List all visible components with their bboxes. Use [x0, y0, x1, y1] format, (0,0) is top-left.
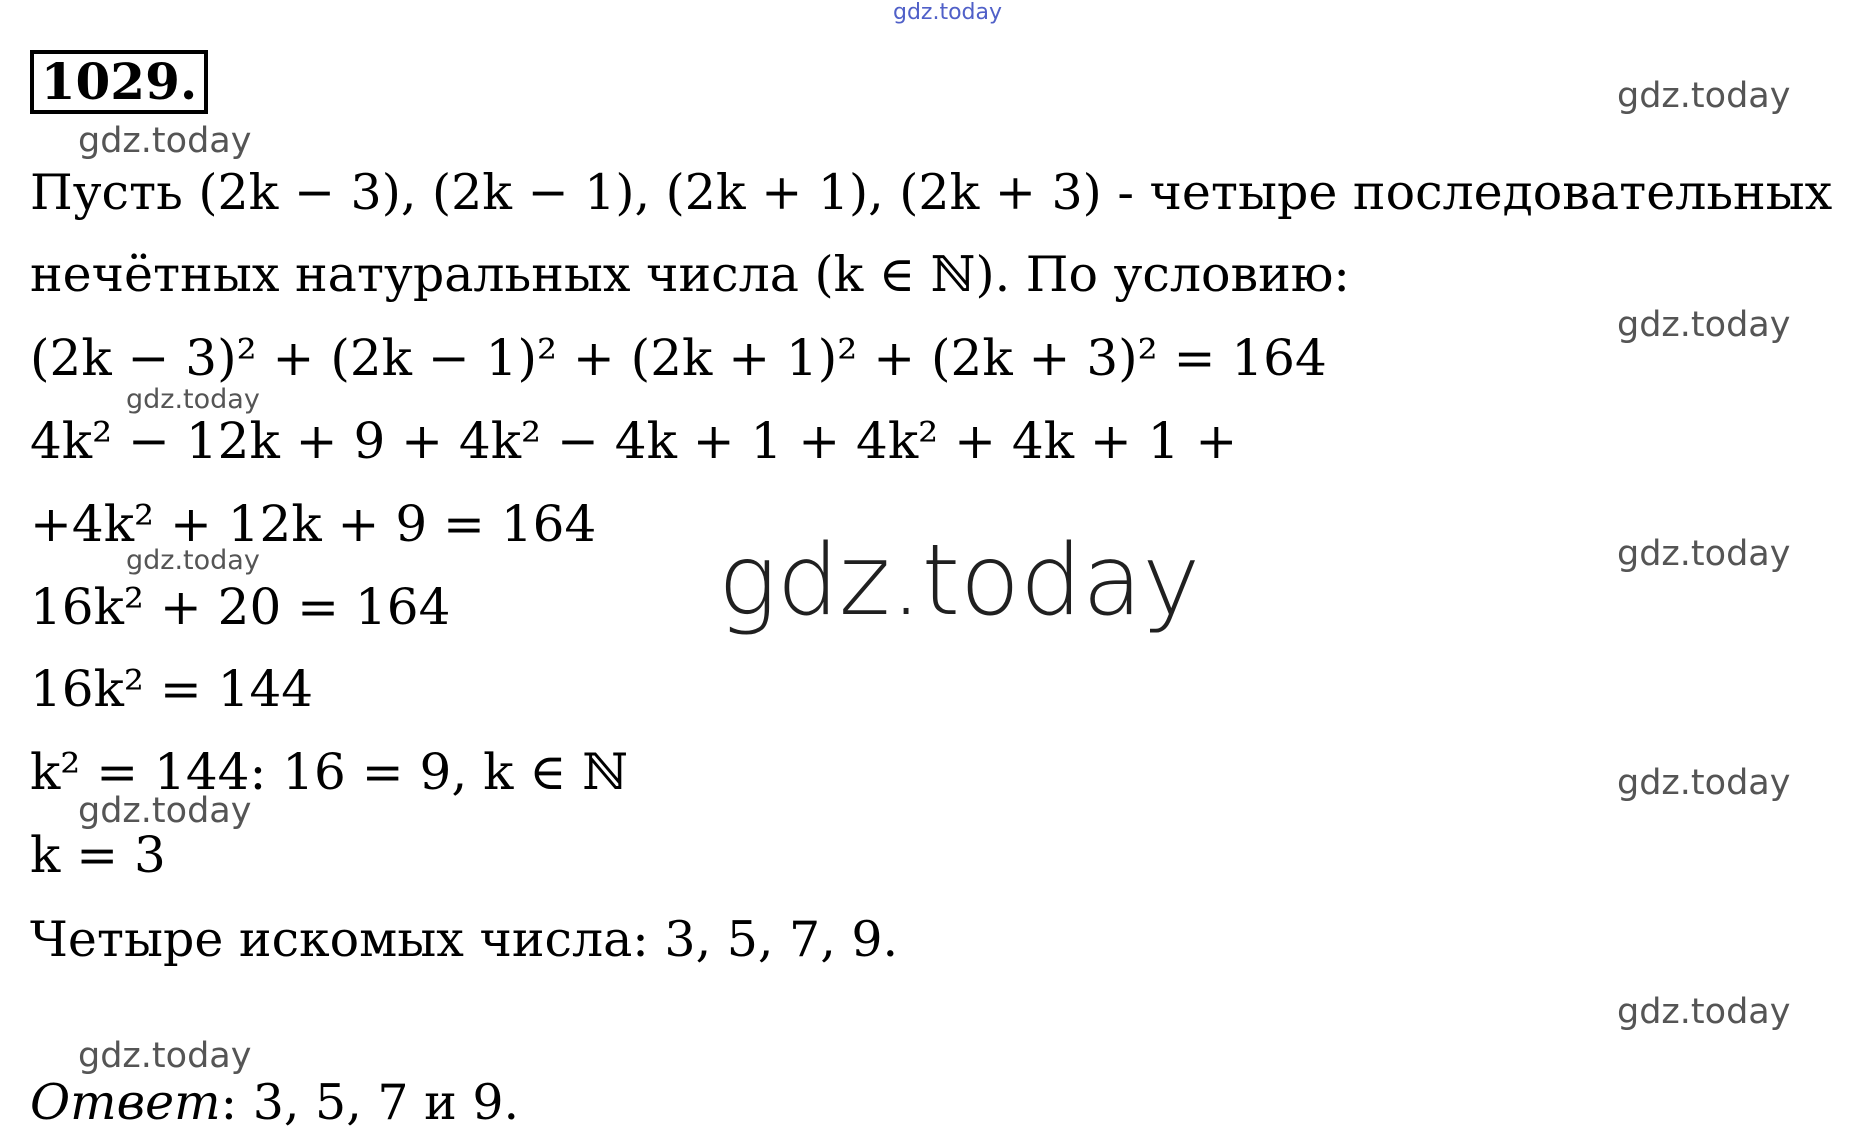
- solution-line-2: нечётных натуральных числа (k ∈ ℕ). По условию:: [30, 246, 1350, 303]
- watermark-left-1: gdz.today: [78, 121, 252, 161]
- watermark-left-3: gdz.today: [126, 545, 260, 576]
- watermark-right-1: gdz.today: [1617, 76, 1791, 116]
- watermark-top: gdz.today: [893, 0, 1003, 25]
- solution-line-10: Четыре искомых числа: 3, 5, 7, 9.: [30, 911, 899, 968]
- equation-line-7: 16k² = 144: [30, 660, 314, 718]
- equation-line-3: (2k − 3)² + (2k − 1)² + (2k + 1)² + (2k + 3)² = 164: [30, 329, 1327, 387]
- watermark-right-3: gdz.today: [1617, 534, 1791, 574]
- answer-value: : 3, 5, 7 и 9.: [220, 1074, 520, 1131]
- equation-line-6: 16k² + 20 = 164: [30, 578, 451, 636]
- problem-number: 1029.: [30, 50, 208, 114]
- equation-line-4: 4k² − 12k + 9 + 4k² − 4k + 1 + 4k² + 4k + 1 +: [30, 412, 1238, 470]
- equation-line-9: k = 3: [30, 826, 166, 884]
- solution-line-1: Пусть (2k − 3), (2k − 1), (2k + 1), (2k + 3) - четыре последовательных: [30, 164, 1833, 221]
- answer-label: Ответ: [30, 1074, 221, 1131]
- watermark-left-5: gdz.today: [78, 1036, 252, 1076]
- watermark-right-5: gdz.today: [1617, 992, 1791, 1032]
- watermark-right-2: gdz.today: [1617, 305, 1791, 345]
- equation-line-8: k² = 144: 16 = 9, k ∈ ℕ: [30, 743, 628, 801]
- equation-line-5: +4k² + 12k + 9 = 164: [30, 495, 597, 553]
- answer-line: [30, 1073, 519, 1133]
- watermark-left-4: gdz.today: [78, 791, 252, 831]
- watermark-right-4: gdz.today: [1617, 763, 1791, 803]
- watermark-left-2: gdz.today: [126, 384, 260, 415]
- watermark-center: gdz.today: [718, 524, 1201, 638]
